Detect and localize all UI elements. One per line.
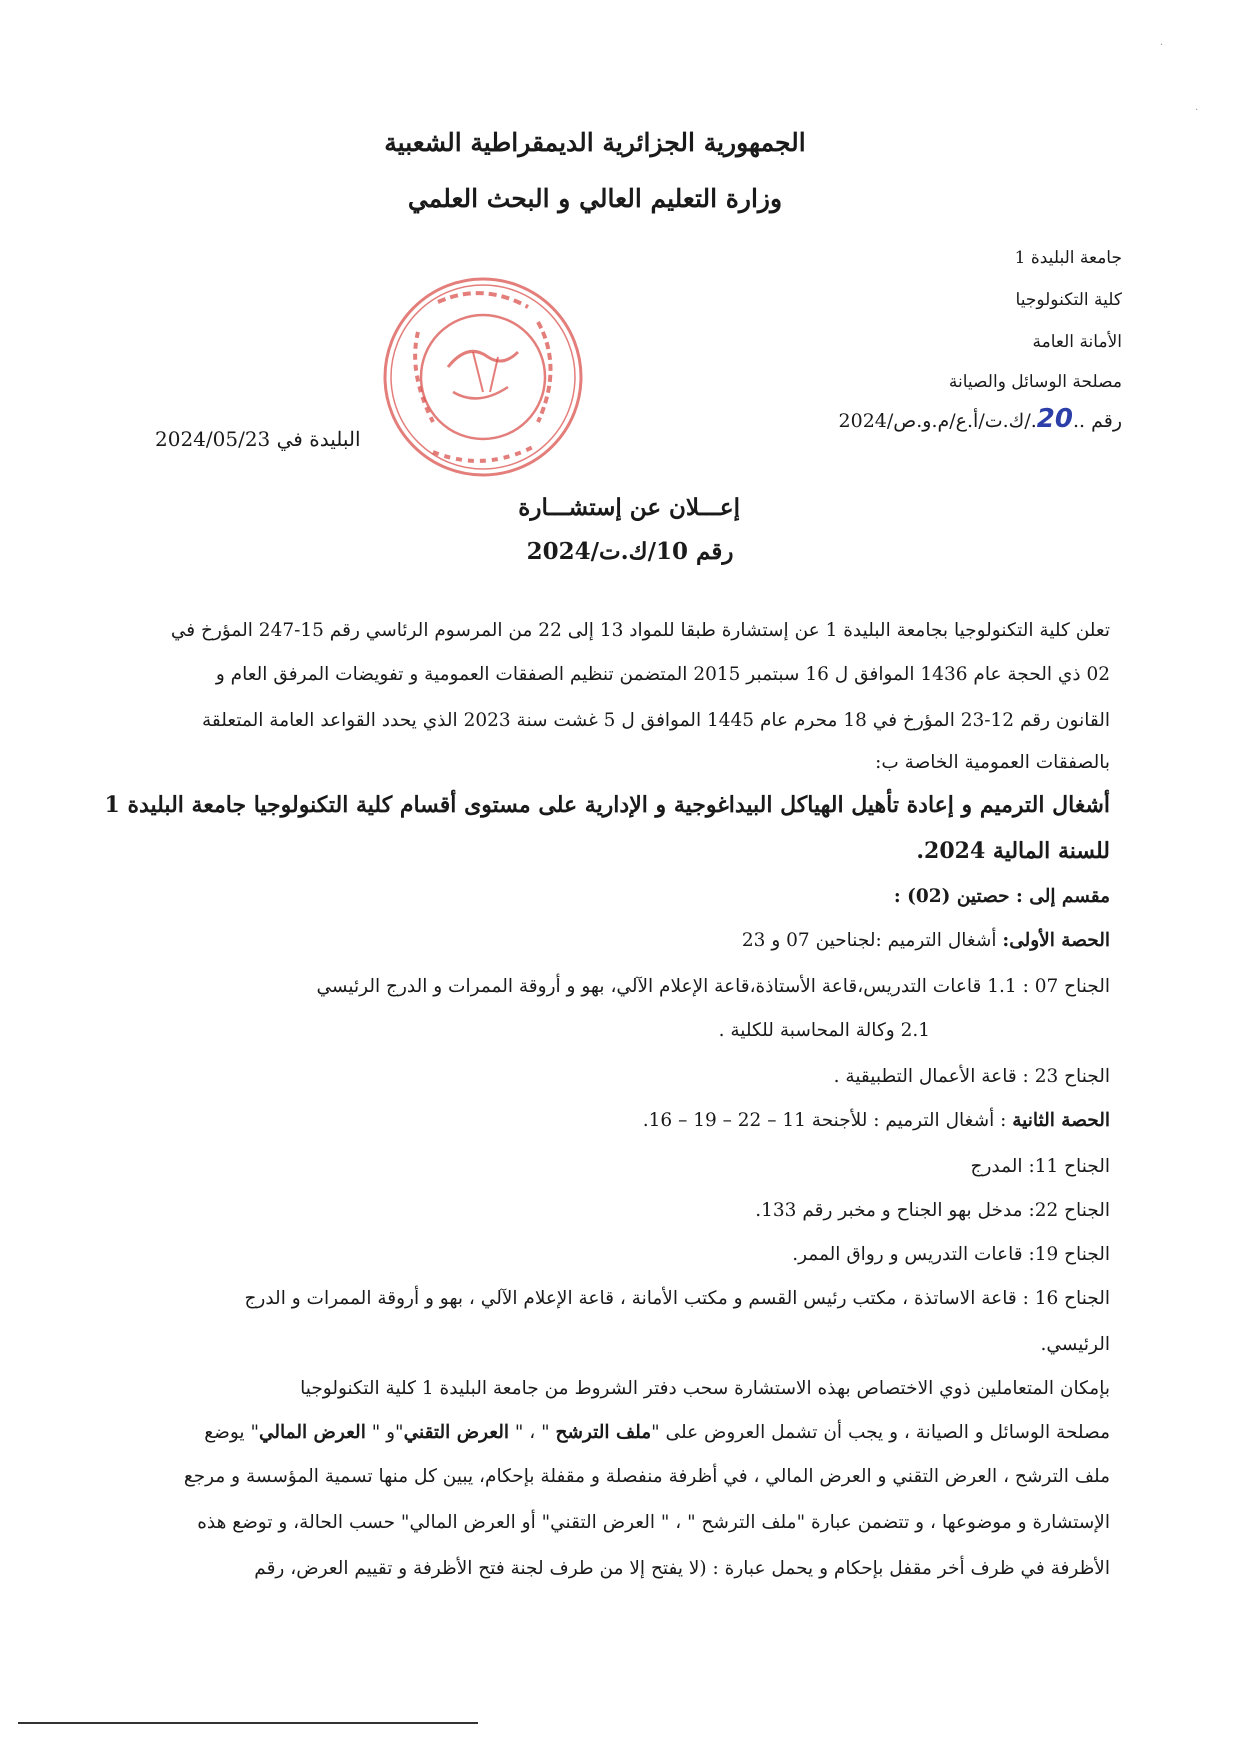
conditions-line-1: بإمكان المتعاملين ذوي الاختصاص بهذه الاستشارة سحب دفتر الشروط من جامعة البليدة 1 كلية التكنولوجيا xyxy=(300,1378,1110,1399)
wing-19: الجناح 19: قاعات التدريس و رواق الممر. xyxy=(792,1244,1110,1265)
bottom-divider xyxy=(18,1722,478,1724)
candidacy-file-term: ملف الترشح xyxy=(555,1422,652,1443)
body-line-1: تعلن كلية التكنولوجيا بجامعة البليدة 1 عن إستشارة طبقا للمواد 13 إلى 22 من المرسوم الرئاسي رقم 15-247 المؤرخ في xyxy=(170,620,1110,641)
reference-prefix: رقم .. xyxy=(1072,410,1122,432)
conditions-text-c: " ، " xyxy=(509,1422,556,1443)
lot-2 xyxy=(643,1110,1110,1131)
scan-speck: · xyxy=(1195,105,1199,116)
lot-1-text: أشغال الترميم :لجناحين 07 و 23 xyxy=(741,930,1003,951)
lots-heading: مقسم إلى : حصتين (02) : xyxy=(893,886,1110,907)
wing-22: الجناح 22: مدخل بهو الجناح و مخبر رقم 133. xyxy=(755,1200,1110,1221)
service-name: مصلحة الوسائل والصيانة xyxy=(948,372,1122,392)
scan-speck: · xyxy=(1160,40,1164,51)
ministry-header: وزارة التعليم العالي و البحث العلمي xyxy=(407,184,783,213)
conditions-line-2 xyxy=(204,1422,1110,1443)
wing-11: الجناح 11: المدرج xyxy=(970,1156,1110,1177)
wing-07: الجناح 07 : 1.1 قاعات التدريس،قاعة الأستاذة،قاعة الإعلام الآلي، بهو و أروقة الممرات و الدرج الرئيسي xyxy=(316,976,1110,997)
faculty-name: كلية التكنولوجيا xyxy=(1015,290,1122,310)
announcement-number: رقم 10/ك.ت/2024 xyxy=(526,538,734,565)
financial-offer-term: العرض المالي xyxy=(258,1422,366,1443)
secretariat-name: الأمانة العامة xyxy=(1032,332,1122,352)
subject-line-1: أشغال الترميم و إعادة تأهيل الهياكل البيداغوجية و الإدارية على مستوى أقسام كلية التكنولوجيا جامعة البليدة 1 xyxy=(104,792,1110,818)
republic-header: الجمهورية الجزائرية الديمقراطية الشعبية xyxy=(384,128,806,157)
conditions-line-3: ملف الترشح ، العرض التقني و العرض المالي ، في أظرفة منفصلة و مقفلة بإحكام، يبين كل منها تسمية المؤسسة و مرجع xyxy=(183,1466,1110,1487)
body-line-2: 02 ذي الحجة عام 1436 الموافق ل 16 سبتمبر 2015 المتضمن تنظيم الصفقات العمومية و تفويضات المرفق العام و xyxy=(215,664,1110,685)
body-line-3: القانون رقم 12-23 المؤرخ في 18 محرم عام 1445 الموافق ل 5 غشت سنة 2023 الذي يحدد القواعد العامة المتعلقة xyxy=(202,710,1110,731)
official-stamp-icon xyxy=(378,272,588,482)
university-name: جامعة البليدة 1 xyxy=(1014,248,1122,268)
wing-07-item-2: 2.1 وكالة المحاسبة للكلية . xyxy=(718,1020,930,1041)
lot-2-text: : أشغال الترميم : للأجنحة 11 – 22 – 19 – 16. xyxy=(642,1110,1013,1131)
conditions-text-e: "و " xyxy=(365,1422,404,1443)
conditions-line-4: الإستشارة و موضوعها ، و تتضمن عبارة "ملف الترشح " ، " العرض التقني" أو العرض المالي" حسب الحالة، و توضع هذه xyxy=(197,1512,1110,1533)
wing-23: الجناح 23 : قاعة الأعمال التطبيقية . xyxy=(833,1066,1110,1087)
lot-2-label: الحصة الثانية xyxy=(1012,1110,1110,1131)
wing-16-continued: الرئيسي. xyxy=(1040,1334,1110,1355)
wing-16: الجناح 16 : قاعة الاساتذة ، مكتب رئيس القسم و مكتب الأمانة ، قاعة الإعلام الآلي ، بهو و أروقة الممرات و الدرج xyxy=(244,1288,1110,1309)
reference-line xyxy=(839,404,1122,434)
conditions-text-a: مصلحة الوسائل و الصيانة ، و يجب أن تشمل العروض على " xyxy=(651,1422,1110,1443)
reference-number: 20 xyxy=(1036,404,1073,434)
conditions-line-5: الأظرفة في ظرف أخر مقفل بإحكام و يحمل عبارة : (لا يفتح إلا من طرف لجنة فتح الأظرفة و تقييم العرض، رقم xyxy=(254,1558,1110,1579)
conditions-text-g: " يوضع xyxy=(204,1422,259,1443)
announcement-title: إعـــلان عن إستشـــارة xyxy=(518,494,740,521)
subject-line-2: للسنة المالية 2024. xyxy=(916,838,1110,864)
technical-offer-term: العرض التقني xyxy=(403,1422,509,1443)
body-line-4: بالصفقات العمومية الخاصة ب: xyxy=(875,752,1110,773)
reference-suffix: ./ك.ت/أ.ع/م.و.ص/2024 xyxy=(838,410,1037,432)
lot-1 xyxy=(742,930,1110,951)
date-line: البليدة في 2024/05/23 xyxy=(155,427,361,451)
lot-1-label: الحصة الأولى: xyxy=(1002,930,1110,951)
